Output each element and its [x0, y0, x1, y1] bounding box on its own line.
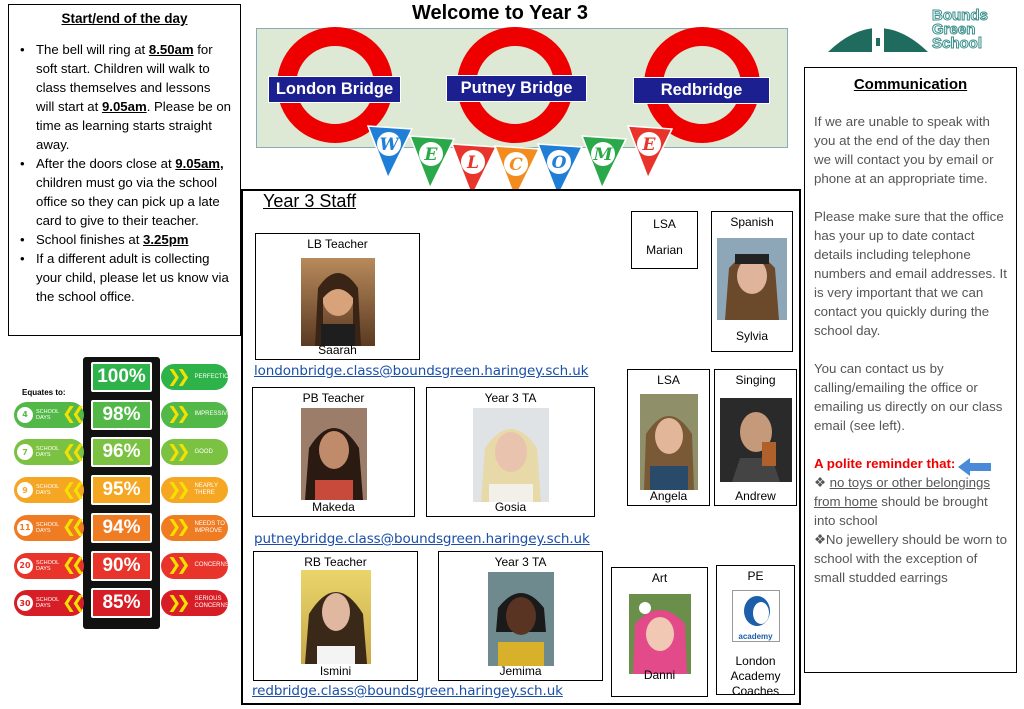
svg-text:L: L — [467, 153, 479, 173]
staff-card-pb-ta: Year 3 TA Gosia — [426, 387, 595, 517]
attendance-level: 98% — [91, 400, 152, 430]
double-chevron-right-icon: ❯❯ — [167, 517, 186, 538]
staff-photo — [640, 394, 698, 490]
staff-card-pe: PE academy London Academy Coaches — [716, 565, 795, 695]
attendance-rating-pill: ❯❯ CONCERNS — [161, 553, 228, 579]
left-arrow-icon — [958, 458, 992, 476]
attendance-rating-pill: ❯❯ GOOD — [161, 439, 228, 465]
school-logo — [828, 8, 998, 56]
staff-card-lb-teacher: LB Teacher Saarah — [255, 233, 420, 360]
class-name-london-bridge: London Bridge — [268, 76, 401, 103]
school-days-missed-pill: 9 SCHOOL DAYS ❮❮ — [14, 477, 84, 503]
school-days-missed-pill: 7 SCHOOL DAYS ❮❮ — [14, 439, 84, 465]
double-chevron-right-icon: ❯❯ — [167, 441, 186, 462]
attendance-rating-pill: ❯❯ NEARLY THERE — [161, 477, 228, 503]
communication-title: Communication — [853, 76, 968, 93]
email-link-putney-bridge[interactable]: putneybridge.class@boundsgreen.haringey.sch.uk — [254, 531, 590, 547]
school-days-missed-pill: 4 SCHOOL DAYS ❮❮ — [14, 402, 84, 428]
staff-panel — [241, 189, 801, 705]
page-title: Welcome to Year 3 — [411, 2, 588, 24]
staff-card-art: Art Danni — [611, 567, 708, 697]
staff-title: Year 3 Staff — [263, 191, 357, 211]
list-item: • If a different adult is collecting your child, please let us know via the school office. — [17, 249, 232, 306]
school-logo-text: Bounds Green School — [932, 7, 988, 52]
communication-panel — [804, 67, 1017, 673]
double-chevron-right-icon: ❯❯ — [167, 555, 186, 575]
staff-card-spanish: Spanish Sylvia — [711, 211, 793, 352]
double-chevron-left-icon: ❮❮ — [62, 555, 81, 575]
start-end-list — [17, 40, 232, 306]
staff-photo — [717, 238, 787, 320]
class-name-putney-bridge: Putney Bridge — [446, 75, 587, 102]
communication-paragraph: If we are unable to speak with you at the end of the day then we will contact you by email or phone at an appropriate time. — [814, 114, 994, 186]
svg-text:W: W — [379, 135, 399, 155]
start-end-title: Start/end of the day — [61, 11, 188, 26]
staff-card-pb-teacher: PB Teacher Makeda — [252, 387, 415, 517]
double-chevron-left-icon: ❮❮ — [62, 441, 81, 462]
attendance-level: 95% — [91, 475, 152, 505]
list-item: • The bell will ring at 8.50am for soft start. Children will walk to class themselves and lessons will start at 9.05am. Please be on time as learning starts straight away. — [17, 40, 232, 154]
double-chevron-right-icon: ❯❯ — [167, 479, 186, 500]
attendance-level: 94% — [91, 513, 152, 543]
double-chevron-left-icon: ❮❮ — [62, 404, 81, 425]
reminder-item: ❖ no toys or other belongings from home should be brought into school — [814, 475, 991, 528]
communication-paragraph: You can contact us by calling/emailing the office or emailing us directly on our class email (see left). — [814, 361, 1003, 433]
reminder-item: ❖No jewellery should be worn to school with the exception of small studded earrings — [814, 532, 1008, 585]
equates-label: Equates to: — [22, 388, 66, 397]
attendance-level: 96% — [91, 437, 152, 467]
attendance-rating-pill: ❯❯ IMPRESSIVE — [161, 402, 228, 428]
double-chevron-left-icon: ❮❮ — [62, 592, 81, 613]
svg-text:M: M — [593, 145, 613, 165]
staff-photo — [720, 398, 792, 482]
staff-photo — [301, 570, 371, 664]
diamond-bullet-icon: ❖ — [814, 532, 826, 547]
staff-card-singing: Singing Andrew — [714, 369, 797, 506]
school-days-missed-pill: 30 SCHOOL DAYS ❮❮ — [14, 590, 84, 616]
double-chevron-left-icon: ❮❮ — [62, 479, 81, 500]
class-name-redbridge: Redbridge — [633, 77, 770, 104]
attendance-level: 90% — [91, 551, 152, 581]
staff-photo — [301, 408, 367, 500]
double-chevron-right-icon: ❯❯ — [167, 366, 186, 387]
double-chevron-left-icon: ❮❮ — [62, 517, 81, 538]
reminder-heading: A polite reminder that: — [814, 456, 956, 471]
diamond-bullet-icon: ❖ — [814, 475, 830, 490]
academy-logo-icon: academy — [732, 590, 780, 642]
school-days-missed-pill: 11 SCHOOL DAYS ❮❮ — [14, 515, 84, 541]
welcome-flag — [628, 126, 672, 178]
welcome-flag — [410, 136, 454, 188]
double-chevron-right-icon: ❯❯ — [167, 404, 186, 425]
school-days-missed-pill: 20 SCHOOL DAYS ❮❮ — [14, 553, 84, 579]
svg-text:E: E — [424, 145, 438, 165]
staff-photo — [301, 258, 375, 346]
email-link-redbridge[interactable]: redbridge.class@boundsgreen.haringey.sch.uk — [252, 683, 563, 699]
welcome-flag — [582, 136, 626, 188]
staff-photo — [473, 408, 549, 502]
staff-photo — [488, 572, 554, 666]
attendance-level: 85% — [91, 588, 152, 618]
svg-text:E: E — [642, 135, 656, 155]
staff-photo — [629, 594, 691, 674]
attendance-rating-pill: ❯❯ SERIOUS CONCERNS — [161, 590, 228, 616]
school-building-logo-icon — [828, 8, 928, 54]
start-end-panel — [8, 4, 241, 336]
attendance-rating-pill: ❯❯ NEEDS TO IMPROVE — [161, 515, 228, 541]
welcome-flag — [368, 126, 412, 178]
email-link-london-bridge[interactable]: londonbridge.class@boundsgreen.haringey.sch.uk — [254, 363, 589, 379]
svg-text:O: O — [551, 153, 567, 173]
svg-text:C: C — [509, 155, 523, 175]
staff-card-lsa-angela: LSA Angela — [627, 369, 710, 506]
communication-paragraph: Please make sure that the office has your up to date contact details including telephone numbers and email addresses. It is very important that we can contact you quickly during the school day. — [814, 209, 1007, 338]
attendance-chart — [10, 350, 235, 630]
staff-card-lsa-marian: LSA Marian — [631, 211, 698, 269]
staff-card-rb-ta: Year 3 TA Jemima — [438, 551, 603, 681]
list-item: • After the doors close at 9.05am, children must go via the school office so they can pick up a late card to give to their teacher. — [17, 154, 232, 230]
attendance-level: 100% — [91, 362, 152, 392]
staff-card-rb-teacher: RB Teacher Ismini — [253, 551, 418, 681]
list-item: • School finishes at 3.25pm — [17, 230, 232, 249]
attendance-rating-pill: ❯❯ PERFECTION — [161, 364, 228, 390]
double-chevron-right-icon: ❯❯ — [167, 592, 186, 613]
